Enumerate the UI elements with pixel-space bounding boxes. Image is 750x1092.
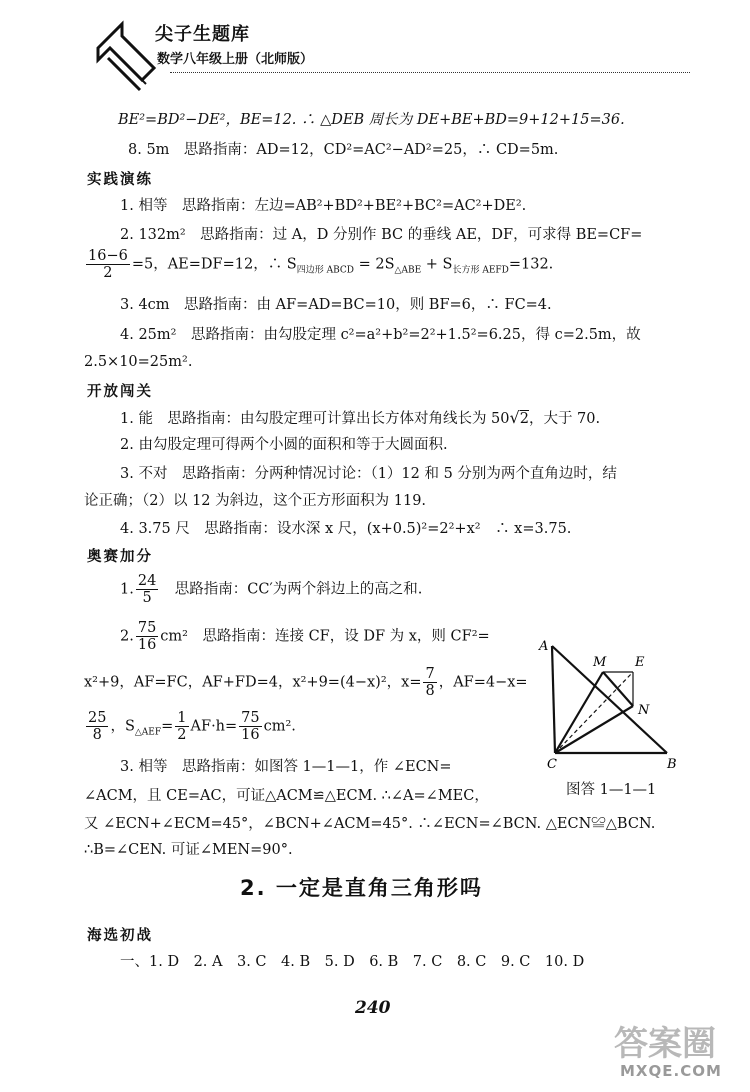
section-heading: 奥赛加分 [87, 549, 153, 565]
figure-caption: 图答 1—1—1 [566, 782, 657, 798]
section-heading: 海选初战 [87, 928, 153, 944]
text-line: 3. 4cm 思路指南：由 AF=AD=BC=10，则 BF=6，∴ FC=4. [120, 297, 552, 313]
label-M: M [593, 655, 607, 670]
label-A: A [539, 639, 549, 654]
fraction: $\frac{1}{2}$ [177, 710, 187, 743]
text-line: 3. 不对 思路指南：分两种情况讨论：（1）12 和 5 分别为两个直角边时，结 [120, 466, 617, 482]
text-line: 2. 132m² 思路指南：过 A，D 分别作 BC 的垂线 AE，DF，可求得 BE=CF= [120, 227, 643, 243]
text-line: 3. 相等 思路指南：如图答 1—1—1，作 ∠ECN= [120, 759, 452, 775]
text-line: 8. 5m 思路指南：AD=12，CD²=AC²−AD²=25，∴ CD=5m. [128, 142, 559, 158]
fraction: $\frac{24}{5}$ [137, 573, 157, 606]
text-line: ∴B=∠CEN. 可证∠MEN=90°. [84, 842, 293, 858]
label-B: B [667, 757, 677, 772]
label-C: C [547, 757, 557, 772]
text-line: 4. 25m² 思路指南：由勾股定理 c²=a²+b²=2²+1.5²=6.25，得 c=2.5m，故 [120, 327, 641, 343]
text-line: BE²=BD²−DE²，BE=12. ∴ △DEB 周长为 DE+BE+BD=9+12+15=36. [118, 112, 625, 128]
arrow-logo-icon [88, 18, 158, 98]
watermark-logo: 答案圈 [614, 1024, 716, 1064]
page-number: 240 [355, 998, 391, 1018]
text-line: $\frac{25}{8}$ ，$S_{\triangle AEF}=$ $\frac{1}{2}$ AF·h= $\frac{75}{16}$ cm². [88, 710, 296, 743]
text-line: 1. 相等 思路指南：左边=AB²+BD²+BE²+BC²=AC²+DE². [120, 198, 527, 214]
fraction: $\frac{75}{16}$ [241, 710, 260, 743]
book-subtitle: 数学八年级上册（北师版） [157, 52, 314, 67]
header-divider [170, 72, 690, 73]
text-line: 2.5×10=25m². [84, 354, 193, 370]
watermark-url: MXQE.COM [620, 1062, 722, 1080]
text-line: 2. 由勾股定理可得两个小圆的面积和等于大圆面积. [120, 437, 448, 453]
section-heading: 开放闯关 [87, 384, 153, 400]
chapter-title: 2. 一定是直角三角形吗 [240, 876, 483, 900]
text-line: 1. 能 思路指南：由勾股定理可计算出长方体对角线长为 50√2，大于 70. [120, 408, 601, 427]
fraction: $\frac{25}{8}$ [88, 710, 107, 743]
fraction: $\frac{7}{8}$ [425, 666, 435, 699]
text-line: 2. $\frac{75}{16}$ cm² 思路指南：连接 CF，设 DF 为 x，则 CF²= [120, 620, 490, 653]
label-N: N [638, 703, 650, 718]
label-E: E [635, 655, 645, 670]
fraction: $\frac{75}{16}$ [137, 620, 157, 653]
text-line: $\frac{16-6}{2}$ =5，AE=DF=12，∴ $S_{四边形 ABCD} = 2S_{\triangle ABE} + S_{长方形 AEFD}=132$. [88, 248, 554, 281]
text-line: 4. 3.75 尺 思路指南：设水深 x 尺，(x+0.5)²=2²+x² ∴ x=3.75. [120, 521, 572, 537]
text-line: x²+9，AF=FC，AF+FD=4，x²+9=(4−x)²，x= $\frac{7}{8}$ ，AF=4−x= [84, 666, 528, 699]
fraction: $\frac{16-6}{2}$ [88, 248, 128, 281]
text-line: 又 ∠ECN+∠ECM=45°，∠BCN+∠ACM=45°. ∴∠ECN=∠BCN. △ECN≌△BCN. [84, 816, 656, 832]
text-line: ∠ACM，且 CE=AC，可证△ACM≌△ECM. ∴∠A=∠MEC， [84, 788, 489, 804]
geometry-figure [535, 628, 685, 773]
section-heading: 实践演练 [87, 172, 153, 188]
text-line: 论正确；（2）以 12 为斜边，这个正方形面积为 119. [84, 493, 427, 509]
text-line: 一、1. D 2. A 3. C 4. B 5. D 6. B 7. C 8. C 9. C 10. D [120, 954, 585, 970]
text-line: 1. $\frac{24}{5}$ 思路指南：CC′为两个斜边上的高之和. [120, 573, 423, 606]
book-title: 尖子生题库 [155, 24, 250, 45]
